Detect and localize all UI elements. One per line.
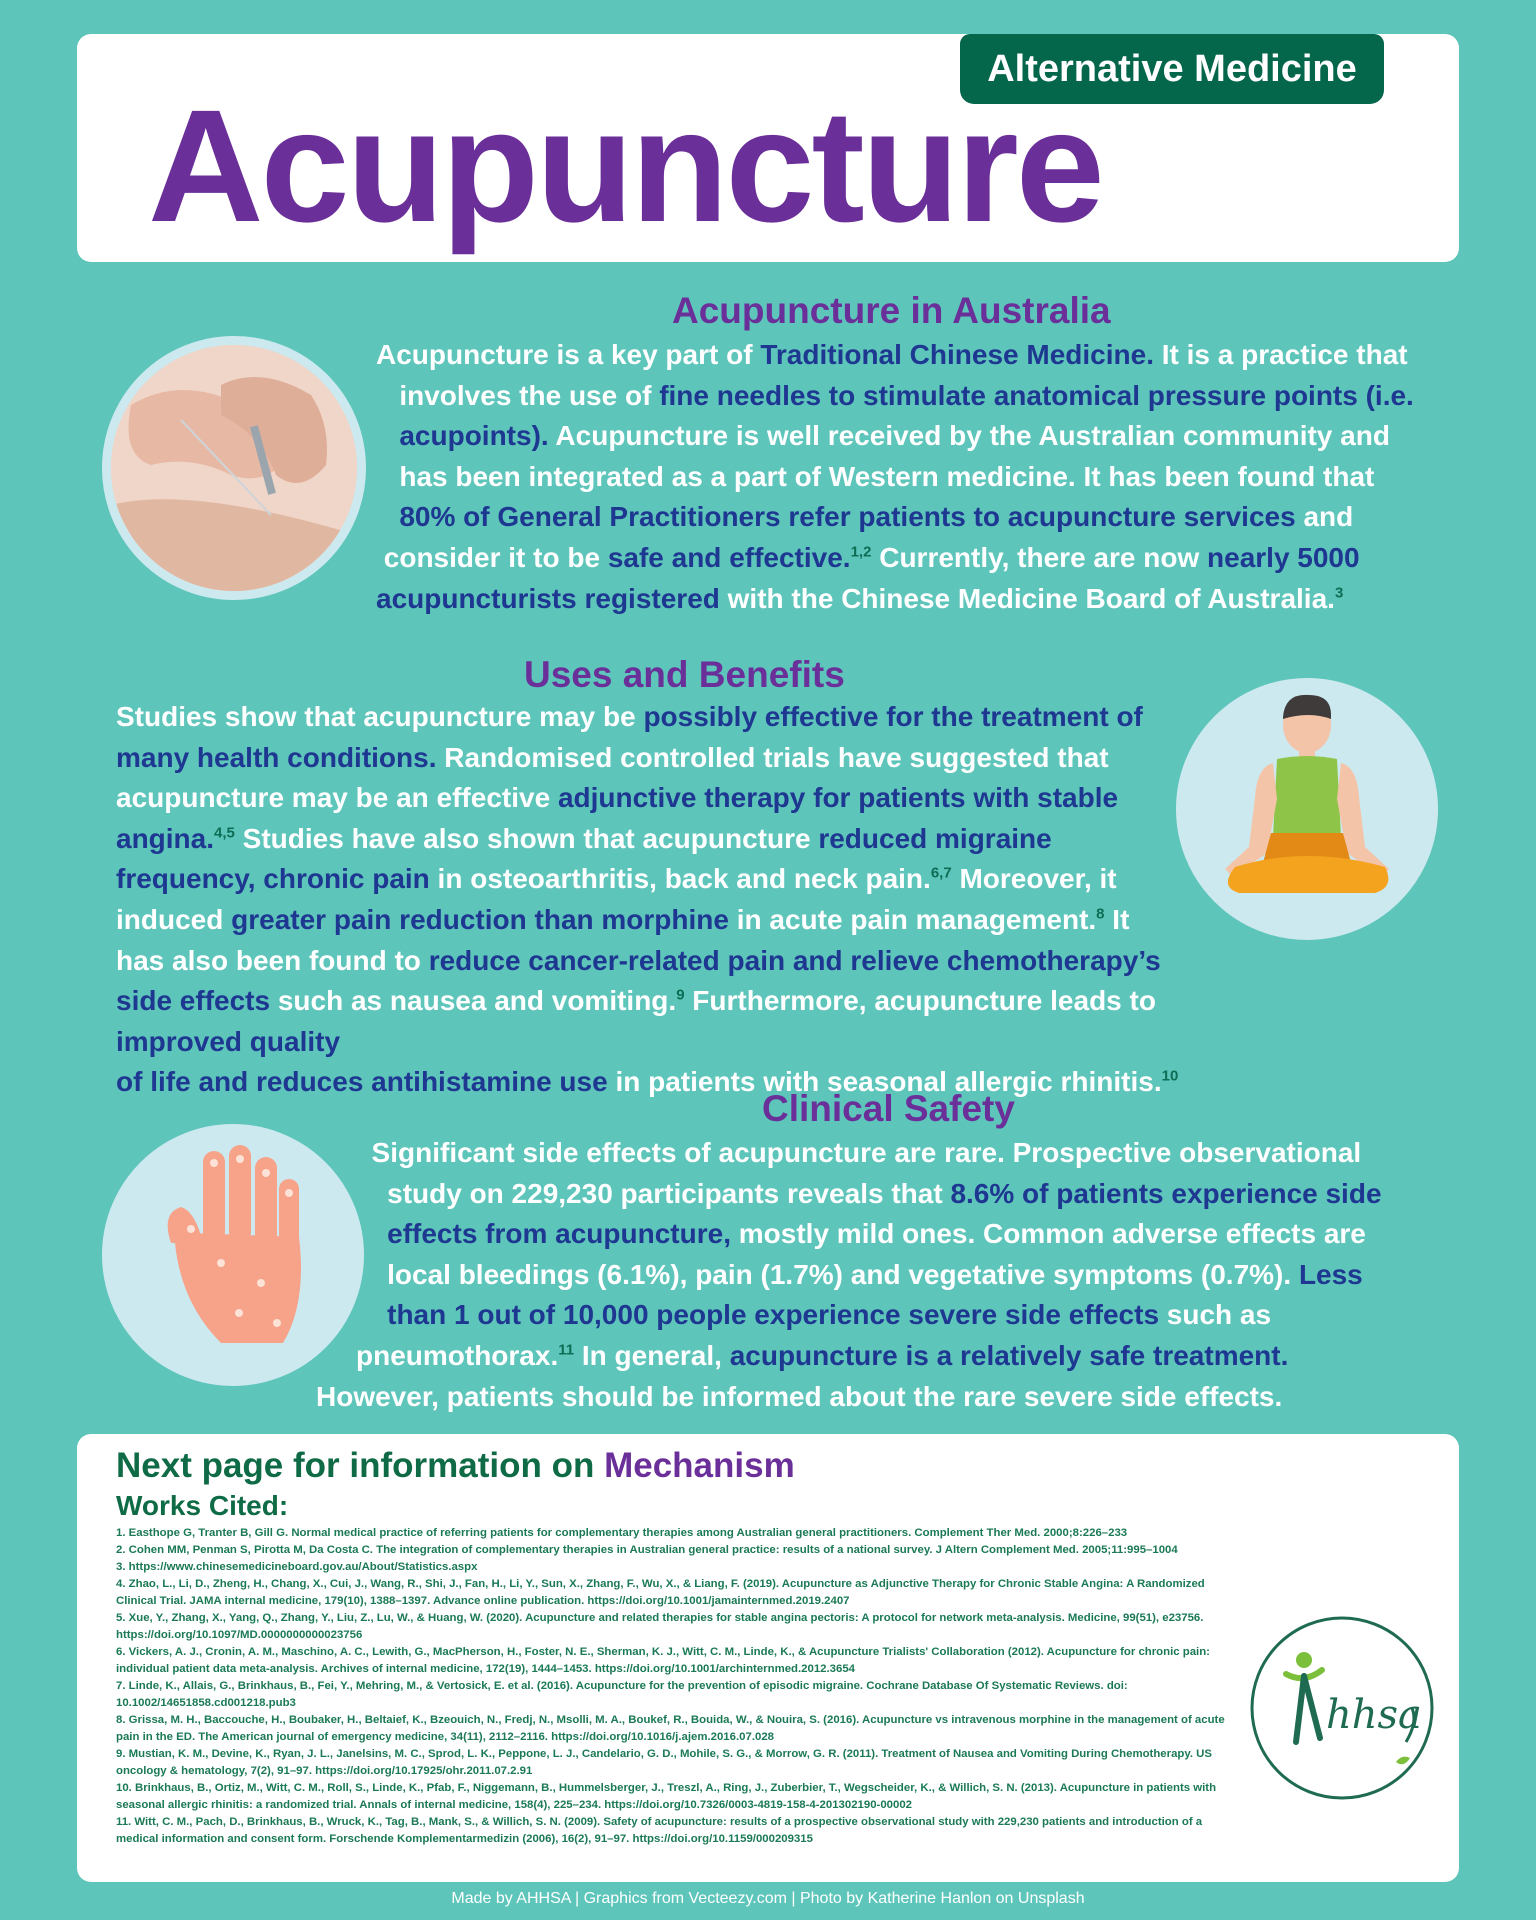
section-heading-australia: Acupuncture in Australia [672,290,1111,331]
page-title: Acupuncture [148,76,1102,255]
australia-paragraph: Acupuncture is a key part of Traditional Chinese Medicine. It is a practice that involves the use of fine needles to stimulate anatomical pressure points (i.e. acupoints). Acupuncture is well received by the Australian community and has been integrated as a part of Western medicine. It has been found that 80% of General Practitioners refer patients to acupuncture services and consider it to be safe and effective.$^{1,2}$ Currently, there are now nearly 5000 acupuncturists registered with the Chinese Medicine Board of Australia.$^3$ [376,339,1414,614]
footer-credit: Made by AHHSA | Graphics from Vecteezy.com | Photo by Katherine Hanlon on Unsplash [451,1890,1085,1907]
reference-item: 3. https://www.chinesemedicineboard.gov.au/About/Statistics.aspx [116,1561,478,1573]
reference-item: 8. Grissa, M. H., Baccouche, H., Boubaker, H., Beltaief, K., Bzeouich, N., Fredj, N., Msolli, M. A., Boukef, R., Bouida, W., & Nouira, S. (2016). Acupuncture vs intravenous morphine in the management of acute pain in the ED. The American journal of emergency medicine, 34(11), 2112–2116. https://doi.org/10.1016/j.ajem.2016.07.028 [116,1714,1225,1743]
section-heading-safety: Clinical Safety [762,1088,1015,1129]
svg-text:hhsa: hhsa [1326,1692,1422,1738]
safety-paragraph: Significant side effects of acupuncture are rare. Prospective observational study on 229,230 participants reveals that 8.6% of patients experience side effects from acupuncture, mostly mild ones. Common adverse effects are local bleedings (6.1%), pain (1.7%) and vegetative symptoms (0.7%). Less than 1 out of 10,000 people experience severe side effects such as pneumothorax.$^{11}$ In general, acupuncture is a relatively safe treatment. However, patients should be informed about the rare severe side effects. [316,1137,1382,1412]
ahhsa-logo-icon [1246,1612,1438,1804]
next-page-lead: Next page for information on [116,1446,605,1485]
acupuncture-photo-icon [111,345,357,591]
reference-item: 4. Zhao, L., Li, D., Zheng, H., Chang, X., Cui, J., Wang, R., Shi, J., Fan, H., Li, Y., Sun, X., Zhang, F., Wu, X., & Liang, F. (2019). Acupuncture as Adjunctive Therapy for Chronic Stable Angina: A Randomized Clinical Trial. JAMA internal medicine, 179(10), 1388–1397. Advance online publication. https://doi.org/10.1001/jamainternmed.2019.2407 [116,1578,1205,1607]
meditation-figure-icon [1185,687,1429,931]
hand-acupoints-icon [111,1133,355,1377]
ahhsa-logo [1246,1612,1438,1804]
references-list [116,1525,1226,1848]
reference-item: 10. Brinkhaus, B., Ortiz, M., Witt, C. M., Roll, S., Linde, K., Pfab, F., Niggemann, B., Hummelsberger, J., Treszl, A., Ring, J., Zuberbier, T., Wegscheider, K., & Willich, S. N. (2013). Acupuncture in patients with seasonal allergic rhinitis: a randomized trial. Annals of internal medicine, 158(4), 225–234. https://doi.org/10.7326/0003-4819-158-4-201302190-00002 [116,1782,1217,1811]
next-page-topic: Mechanism [604,1446,795,1485]
reference-item: 11. Witt, C. M., Pach, D., Brinkhaus, B., Wruck, K., Tag, B., Mank, S., & Willich, S. N. (2009). Safety of acupuncture: results of a prospective observational study with 229,230 patients and introduction of a medical information and consent form. Forschende Komplementarmedizin (2006), 16(2), 91–97. https://doi.org/10.1159/000209315 [116,1816,1203,1845]
uses-paragraph: Studies show that acupuncture may be possibly effective for the treatment of many health conditions. Randomised controlled trials have suggested that acupuncture may be an effective adjunctive therapy for patients with stable angina.$^{4,5}$ Studies have also shown that acupuncture reduced migraine frequency, chronic pain in osteoarthritis, back and neck pain.$^{6,7}$ Moreover, it induced greater pain reduction than morphine in acute pain management.$^8$ It has also been found to reduce cancer-related pain and relieve chemotherapy’s side effects such as nausea and vomiting.$^9$ Furthermore, acupuncture leads to improved quality of life and reduces antihistamine use in patients with seasonal allergic rhinitis.$^{10}$ [116,701,1179,1098]
hand-acupoints [102,1124,364,1386]
works-cited-title: Works Cited: [116,1490,289,1521]
reference-item: 5. Xue, Y., Zhang, X., Yang, Q., Zhang, Y., Liu, Z., Lu, W., & Huang, W. (2020). Acupuncture and related therapies for stable angina pectoris: A protocol for network meta-analysis. Medicine, 99(51), e23756. https://doi.org/10.1097/MD.0000000000023756 [116,1612,1204,1641]
next-page-note [116,1446,795,1486]
section-heading-uses: Uses and Benefits [524,654,845,695]
acupuncture-photo [102,336,366,600]
reference-item: 7. Linde, K., Allais, G., Brinkhaus, B., Fei, Y., Mehring, M., & Vertosick, E. et al. (2016). Acupuncture for the prevention of episodic migraine. Cochrane Database Of Systematic Reviews. doi: 10.1002/14651858.cd001218.pub3 [116,1680,1128,1709]
reference-item: 1. Easthope G, Tranter B, Gill G. Normal medical practice of referring patients for complementary therapies among Australian general practitioners. Complement Ther Med. 2000;8:226–233 [116,1527,1128,1539]
reference-item: 6. Vickers, A. J., Cronin, A. M., Maschino, A. C., Lewith, G., MacPherson, H., Foster, N. E., Sherman, K. J., Witt, C. M., Linde, K., & Acupuncture Trialists' Collaboration (2012). Acupuncture for chronic pain: individual patient data meta-analysis. Archives of internal medicine, 172(19), 1444–1453. https://doi.org/10.1001/archinternmed.2012.3654 [116,1646,1210,1675]
reference-item: 9. Mustian, K. M., Devine, K., Ryan, J. L., Janelsins, M. C., Sprod, L. K., Peppone, L. J., Candelario, G. D., Mohile, S. G., & Morrow, G. R. (2011). Treatment of Nausea and Vomiting During Chemotherapy. US oncology & hematology, 7(2), 91–97. https://doi.org/10.17925/ohr.2011.07.2.91 [116,1748,1213,1777]
reference-item: 2. Cohen MM, Penman S, Pirotta M, Da Costa C. The integration of complementary therapies in Australian general practice: results of a national survey. J Altern Complement Med. 2005;11:995–1004 [116,1544,1178,1556]
category-badge: Alternative Medicine [960,34,1384,104]
